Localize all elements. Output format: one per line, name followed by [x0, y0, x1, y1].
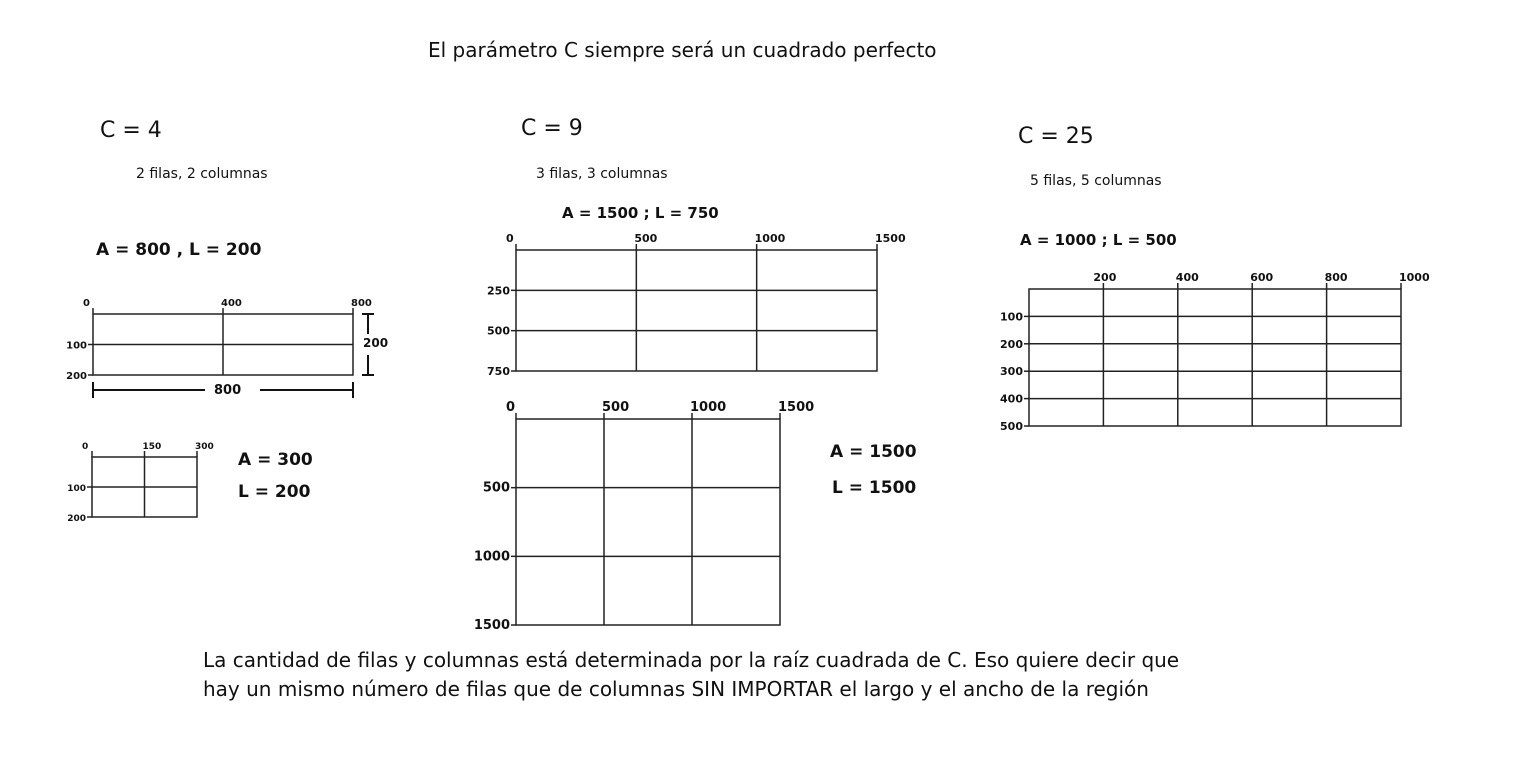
- grid-label-4: 2 filas, 2 columnas: [136, 166, 268, 182]
- y-tick-label: 400: [1000, 392, 1023, 406]
- x-tick-label: 0: [506, 232, 514, 245]
- x-tick-label: 1500: [875, 232, 906, 245]
- y-tick-label: 1000: [473, 549, 510, 565]
- x-tick-label: 0: [83, 298, 90, 309]
- c-label-25: C = 25: [1018, 124, 1094, 149]
- c-label-4: C = 4: [100, 118, 162, 143]
- y-tick-label: 100: [67, 484, 86, 494]
- y-tick-label: 100: [1000, 310, 1023, 324]
- grid-3: [511, 244, 877, 371]
- width-dimension-label: 800: [214, 383, 242, 398]
- grid-border: [1029, 289, 1401, 426]
- y-tick-label: 200: [1000, 337, 1023, 351]
- y-tick-label: 750: [487, 365, 510, 378]
- y-tick-label: 1500: [473, 618, 510, 633]
- x-tick-label: 600: [1250, 271, 1274, 284]
- x-tick-label: 400: [221, 298, 242, 309]
- y-tick-label: 300: [1000, 365, 1023, 379]
- grid-label-9: 3 filas, 3 columnas: [536, 166, 668, 182]
- y-tick-label: 500: [487, 324, 510, 338]
- x-tick-label: 800: [351, 298, 372, 309]
- grid-2: [87, 451, 197, 517]
- y-tick-label: 500: [1000, 420, 1023, 433]
- small-grid-a: A = 300: [238, 450, 313, 470]
- x-tick-label: 800: [1324, 271, 1348, 284]
- dims-label-9: A = 1500 ; L = 750: [562, 204, 719, 222]
- x-tick-label: 1000: [1399, 271, 1430, 284]
- x-tick-label: 1500: [778, 400, 815, 415]
- x-tick-label: 0: [82, 442, 89, 452]
- x-tick-label: 200: [1093, 271, 1117, 284]
- y-tick-label: 500: [482, 480, 510, 496]
- y-tick-label: 250: [487, 284, 510, 298]
- square-grid-a: A = 1500: [830, 442, 917, 462]
- x-tick-label: 400: [1175, 271, 1199, 284]
- grid-4: [511, 413, 780, 625]
- x-tick-label: 150: [142, 442, 162, 452]
- x-tick-label: 500: [602, 400, 630, 415]
- diagram-title: El parámetro C siempre será un cuadrado perfecto: [428, 38, 937, 62]
- grid-border: [516, 250, 877, 371]
- x-tick-label: 1000: [754, 232, 786, 245]
- grid-label-25: 5 filas, 5 columnas: [1030, 173, 1162, 189]
- x-tick-label: 500: [634, 232, 658, 245]
- dims-label-4: A = 800 , L = 200: [96, 240, 262, 260]
- height-dimension-label: 200: [363, 336, 389, 350]
- footer-line-1: La cantidad de filas y columnas está determinada por la raíz cuadrada de C. Eso quiere decir que: [203, 648, 1180, 672]
- x-tick-label: 1000: [690, 400, 727, 415]
- y-tick-label: 200: [67, 514, 86, 524]
- dims-label-25: A = 1000 ; L = 500: [1020, 231, 1177, 249]
- y-tick-label: 100: [66, 340, 87, 352]
- square-grid-l: L = 1500: [832, 478, 917, 498]
- small-grid-l: L = 200: [238, 482, 311, 502]
- grid-border: [516, 419, 780, 625]
- y-tick-label: 200: [66, 371, 87, 382]
- grid-1: [88, 308, 353, 375]
- c-label-9: C = 9: [521, 116, 583, 141]
- footer-line-2: hay un mismo número de filas que de columnas SIN IMPORTAR el largo y el ancho de la región: [203, 677, 1149, 701]
- x-tick-label: 300: [195, 442, 214, 452]
- x-tick-label: 0: [506, 400, 516, 415]
- grid-5: [1024, 283, 1401, 426]
